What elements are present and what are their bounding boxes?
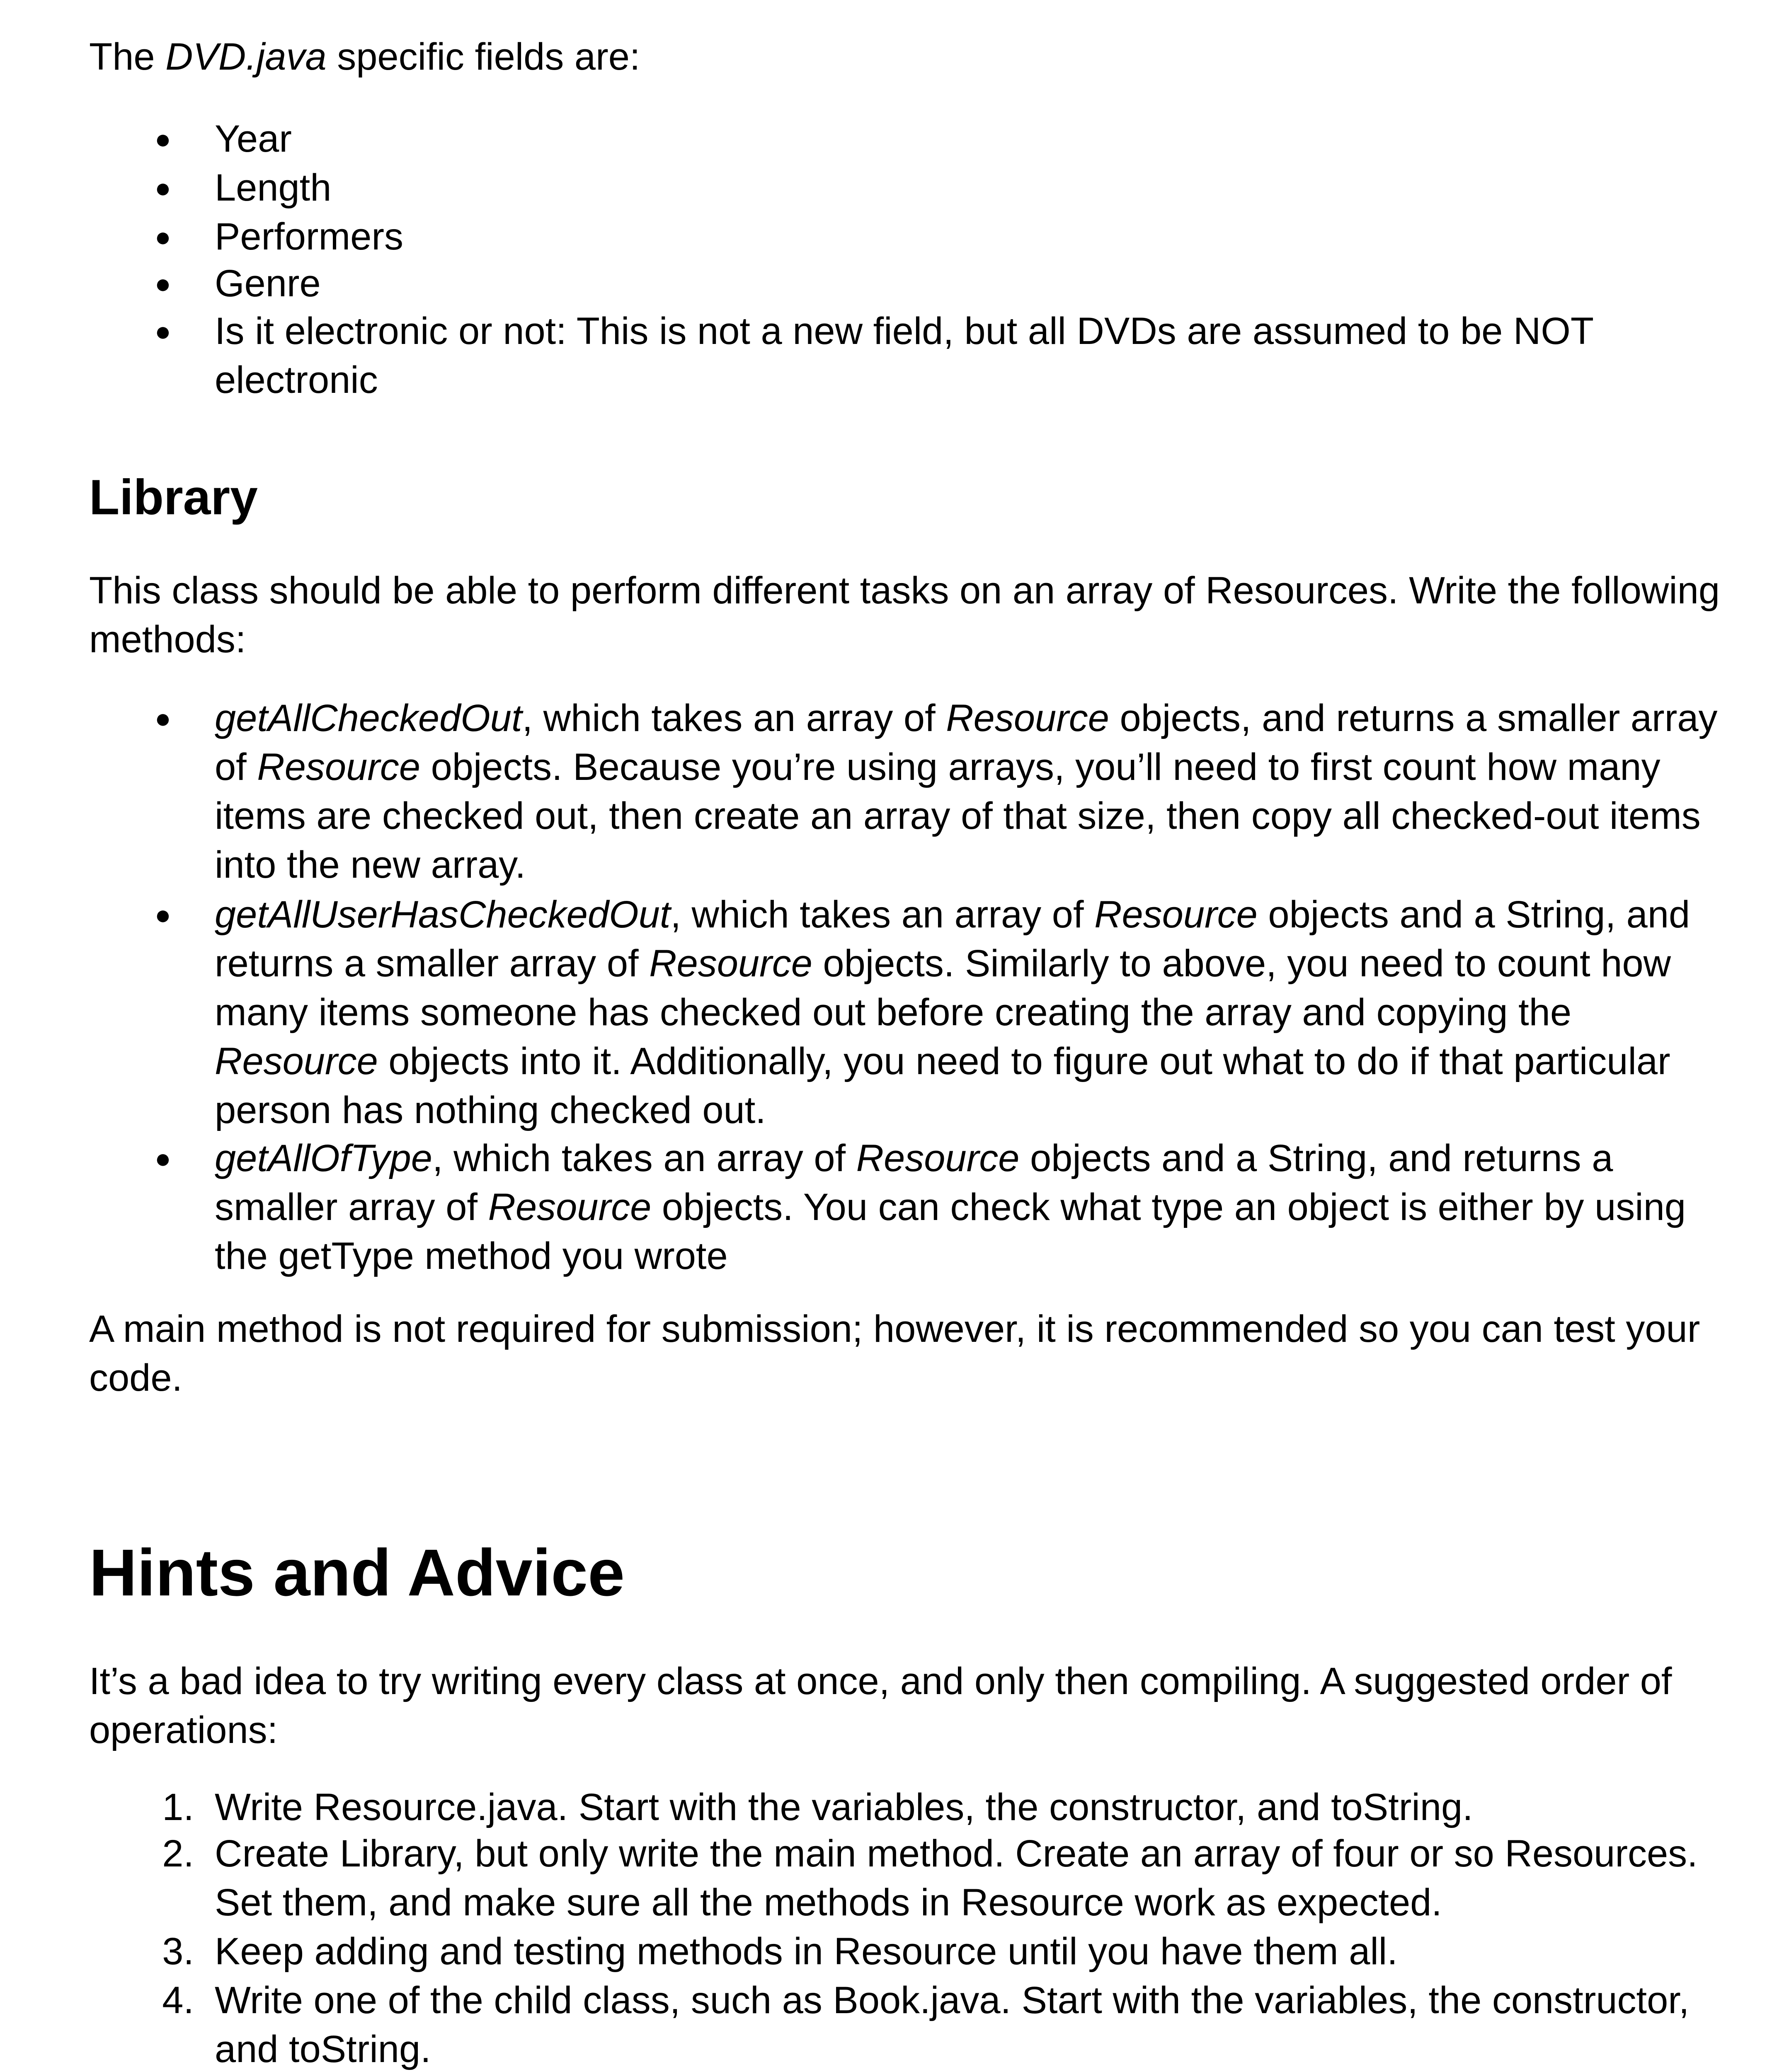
list-item: ● getAllCheckedOut, which takes an array of Resource objects, and returns a smaller array of Resource objects. Because you’re using arrays, you’ll need to first count how many items are checked out, then create an array of that size, then copy all checked-out items into the new array. (215, 694, 1740, 889)
bullet: ● (155, 268, 171, 299)
list-item: ● Performers (215, 212, 1740, 261)
list-item: 4. Write one of the child class, such as Book.java. Start with the variables, the constructor, and toString. (215, 1976, 1740, 2072)
main-method-note: A main method is not required for submission; however, it is recommended so you can test your code. (89, 1308, 1700, 1399)
step-number: 1. (162, 1786, 194, 1828)
method-name: getAllOfType (215, 1137, 432, 1179)
hints-heading: Hints and Advice (89, 1535, 625, 1610)
list-item: ● Is it electronic or not: This is not a new field, but all DVDs are assumed to be NOT electronic (215, 307, 1740, 404)
step-number: 3. (162, 1930, 194, 1973)
bullet: ● (155, 899, 171, 930)
library-heading: Library (89, 470, 258, 525)
bullet: ● (155, 703, 171, 733)
dvd-fields-intro: The DVD.java specific fields are: (89, 36, 640, 78)
method-name: getAllUserHasCheckedOut (215, 893, 671, 936)
bullet: ● (155, 316, 171, 346)
bullet: ● (155, 221, 171, 252)
bullet: ● (155, 123, 171, 154)
list-item: ● getAllOfType, which takes an array of Resource objects and a String, and returns a smaller array of Resource objects. You can check what type an object is either by using the getType method you wrote (215, 1134, 1740, 1280)
step-number: 2. (162, 1832, 194, 1875)
list-item: ● Year (215, 114, 1740, 163)
list-item: 2. Create Library, but only write the main method. Create an array of four or so Resources. Set them, and make sure all the methods in Resource work as expected. (215, 1829, 1740, 1927)
list-item: 1. Write Resource.java. Start with the variables, the constructor, and toString. (215, 1783, 1740, 1832)
dvd-file-name: DVD.java (165, 36, 327, 78)
list-item: 3. Keep adding and testing methods in Resource until you have them all. (215, 1927, 1740, 1976)
library-intro: This class should be able to perform different tasks on an array of Resources. Write the following methods: (89, 569, 1720, 661)
method-name: getAllCheckedOut (215, 697, 522, 739)
step-number: 4. (162, 1979, 194, 2021)
bullet: ● (155, 1143, 171, 1174)
list-item: ● Length (215, 163, 1740, 212)
list-item: ● Genre (215, 259, 1740, 308)
hints-intro: It’s a bad idea to try writing every class at once, and only then compiling. A suggested order of operations: (89, 1660, 1672, 1751)
bullet: ● (155, 172, 171, 203)
list-item: ● getAllUserHasCheckedOut, which takes an array of Resource objects and a String, and returns a smaller array of Resource objects. Similarly to above, you need to count how many items someone has checked out before creating the array and copying the Resource objects into it. Additionally, you need to figure out what to do if that particular person has nothing checked out. (215, 890, 1740, 1135)
